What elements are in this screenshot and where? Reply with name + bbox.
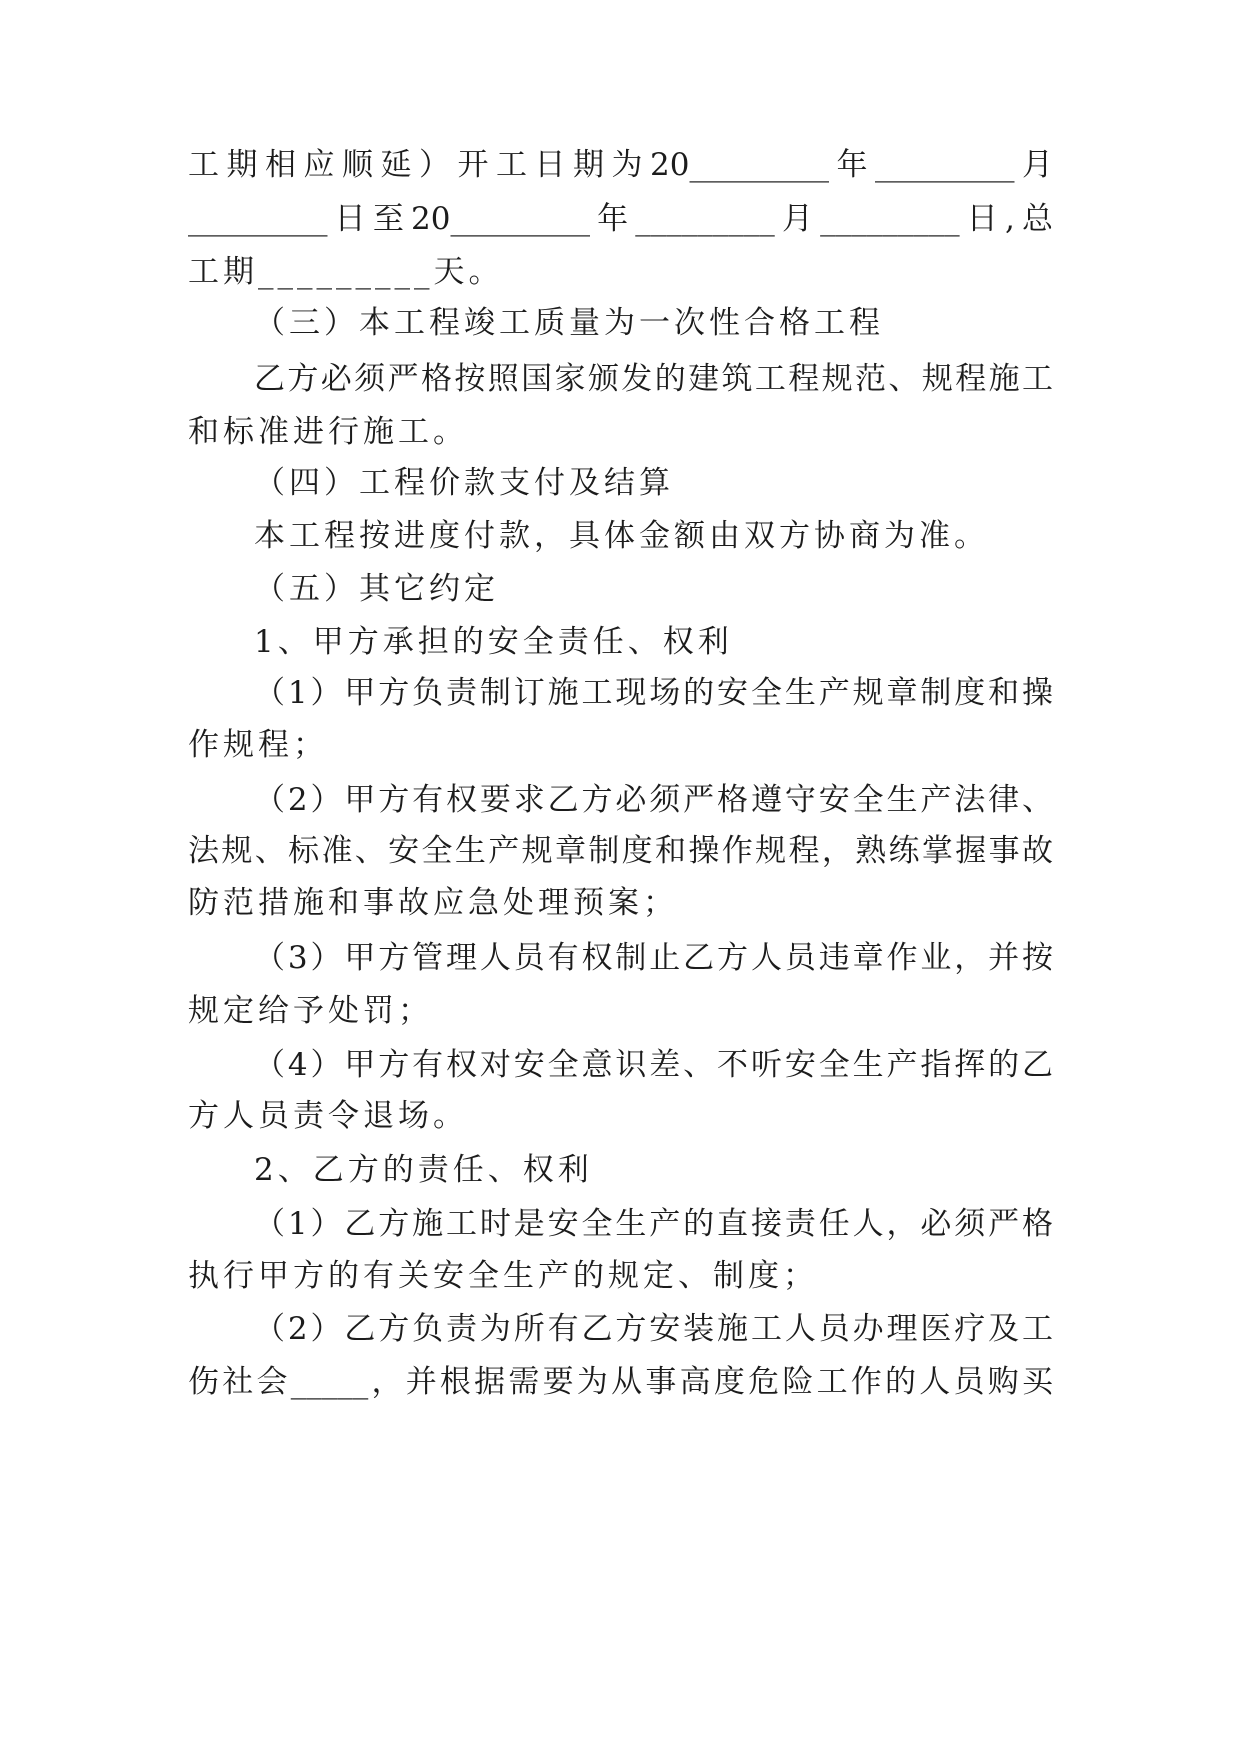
paragraph-line: 法规、标准、安全生产规章制度和操作规程，熟练掌握事故 [188,833,1053,869]
paragraph-line: 本工程按进度付款，具体金额由双方协商为准。 [254,518,989,554]
paragraph-line: （2）乙方负责为所有乙方安装施工人员办理医疗及工 [254,1311,1053,1347]
subsection-heading: 1、甲方承担的安全责任、权利 [254,624,733,660]
paragraph-line: 伤社会_____，并根据需要为从事高度危险工作的人员购买 [188,1364,1053,1400]
paragraph-line: （1）甲方负责制订施工现场的安全生产规章制度和操 [254,675,1053,711]
paragraph-line: （1）乙方施工时是安全生产的直接责任人，必须严格 [254,1206,1053,1242]
subsection-heading: 2、乙方的责任、权利 [254,1152,593,1188]
paragraph-line: 规定给予处罚； [188,993,433,1029]
paragraph-line: 工期相应顺延）开工日期为20_________年_________月 [188,147,1053,183]
paragraph-line: 作规程； [188,727,328,763]
section-heading: （五）其它约定 [254,571,499,607]
paragraph-line: 工期_________天。 [188,254,504,290]
paragraph-line: 防范措施和事故应急处理预案； [188,885,678,921]
paragraph-line: （3）甲方管理人员有权制止乙方人员违章作业，并按 [254,940,1053,976]
paragraph-line: （2）甲方有权要求乙方必须严格遵守安全生产法律、 [254,782,1053,818]
paragraph-line: （4）甲方有权对安全意识差、不听安全生产指挥的乙 [254,1047,1053,1083]
paragraph-line: _________日至20_________年_________月_________日,总 [188,201,1053,237]
section-heading: （三）本工程竣工质量为一次性合格工程 [254,305,884,341]
paragraph-line: 方人员责令退场。 [188,1098,468,1134]
paragraph-line: 和标准进行施工。 [188,414,468,450]
paragraph-line: 执行甲方的有关安全生产的规定、制度； [188,1258,818,1294]
paragraph-line: 乙方必须严格按照国家颁发的建筑工程规范、规程施工 [254,361,1053,397]
section-heading: （四）工程价款支付及结算 [254,465,674,501]
